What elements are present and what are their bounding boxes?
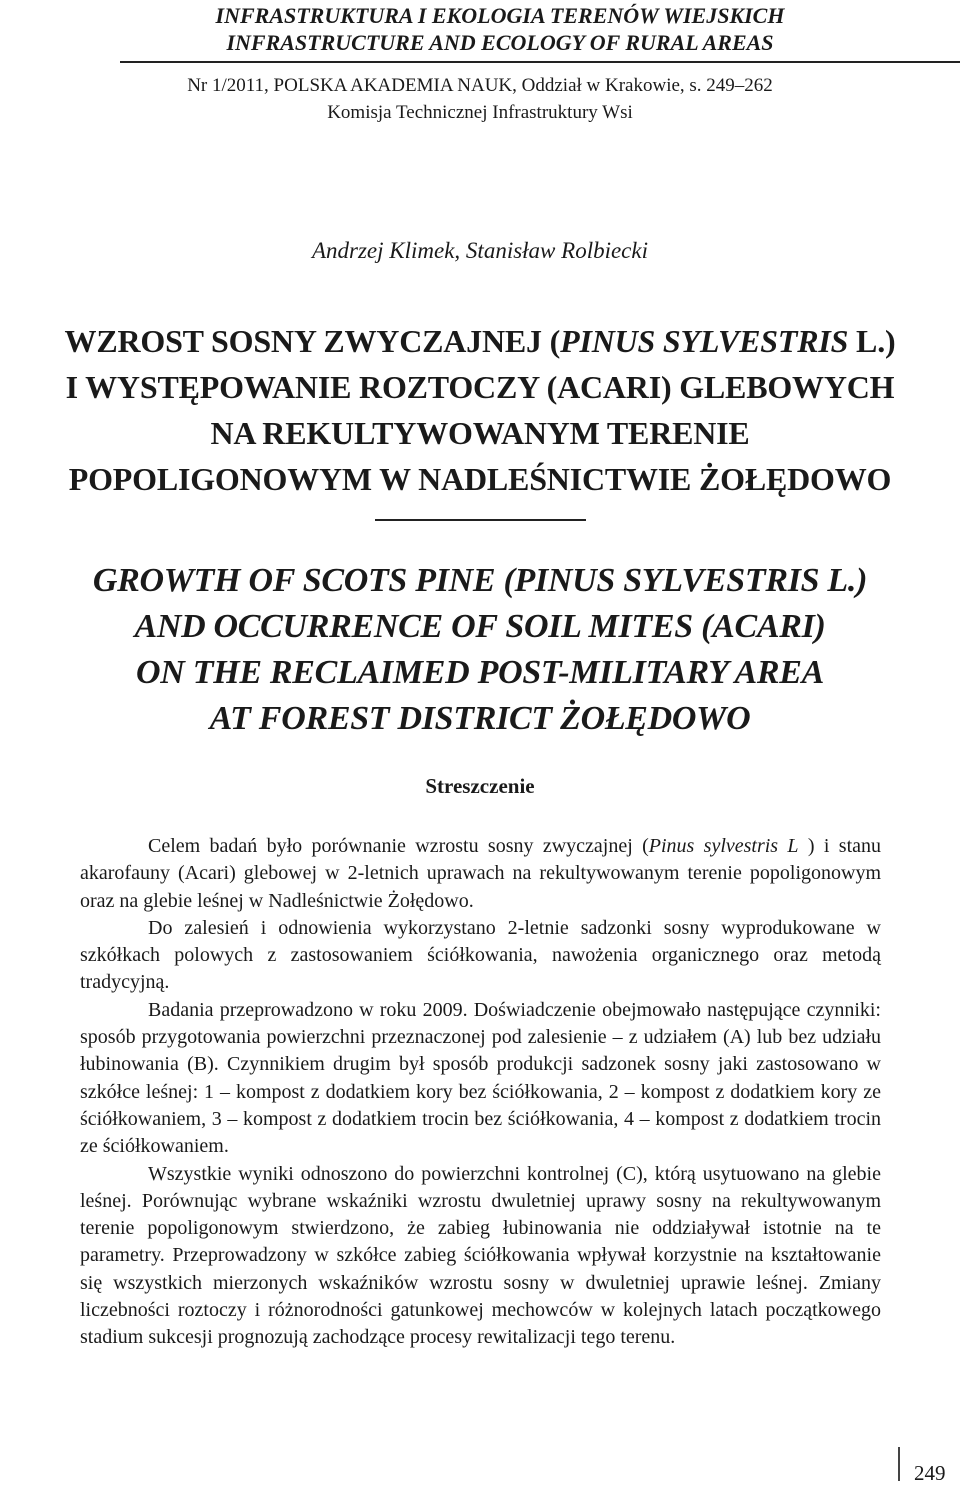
title-divider — [375, 519, 586, 521]
abstract-heading: Streszczenie — [425, 774, 535, 798]
journal-header — [180, 2, 820, 56]
abstract-body — [80, 833, 881, 1352]
page-number: 249 — [914, 1461, 946, 1485]
abstract-paragraph: Badania przeprowadzono w roku 2009. Doświadczenie obejmowało następujące czynniki: sposób przygotowania powierzchni przeznaczonej pod zalesienie – z udziałem (A) lub bez udziału łubinowania (B). Czynnikiem drugim był sposób produkcji sadzonek sosny jaki zastosowano w szkółce leśnej: 1 – kompost z dodatkiem kory bez ściółkowania, 2 – kompost z dodatkiem kory ze ściółkowaniem, 3 – kompost z dodatkiem trocin bez ściółkowania, 4 – kompost z dodatkiem trocin ze ściółkowaniem. — [80, 998, 881, 1158]
title-en-line-1: GROWTH OF SCOTS PINE (PINUS SYLVESTRIS L.) — [92, 562, 868, 599]
authors: Andrzej Klimek, Stanisław Rolbiecki — [311, 238, 648, 263]
header-divider — [120, 61, 960, 63]
page-number-rule — [898, 1447, 900, 1481]
publication-info — [100, 72, 860, 126]
title-pl-line-2: I WYSTĘPOWANIE ROZTOCZY (ACARI) GLEBOWYCH — [65, 369, 895, 405]
committee-line: Komisja Technicznej Infrastruktury Wsi — [327, 102, 633, 123]
title-en-line-2: AND OCCURRENCE OF SOIL MITES (ACARI) — [134, 608, 826, 645]
article-title-pl — [0, 318, 960, 502]
title-en-line-4: AT FOREST DISTRICT ŻOŁĘDOWO — [209, 700, 751, 737]
article-title-en — [0, 558, 960, 742]
title-pl-line-4: POPOLIGONOWYM W NADLEŚNICTWIE ŻOŁĘDOWO — [68, 461, 892, 497]
title-pl-line-1: WZROST SOSNY ZWYCZAJNEJ (PINUS SYLVESTRIS L.) — [64, 323, 896, 359]
issue-line: Nr 1/2011, POLSKA AKADEMIA NAUK, Oddział w Krakowie, s. 249–262 — [187, 75, 773, 96]
title-pl-line-3: NA REKULTYWOWANYM TERENIE — [210, 415, 750, 451]
journal-title-en: INFRASTRUCTURE AND ECOLOGY OF RURAL AREAS — [226, 30, 774, 55]
journal-title-pl: INFRASTRUKTURA I EKOLOGIA TERENÓW WIEJSKICH — [215, 3, 785, 28]
abstract-paragraph: Do zalesień i odnowienia wykorzystano 2-letnie sadzonki sosny wyprodukowane w szkółkach polowych z zastosowaniem ściółkowania, nawożenia organicznego oraz metodą tradycyjną. — [80, 916, 881, 994]
abstract-paragraph: Wszystkie wyniki odnoszono do powierzchni kontrolnej (C), którą usytuowano na glebie leśnej. Porównując wybrane wskaźniki wzrostu dwuletniej uprawy sosny na rekultywowanym terenie popoligonowym stwierdzono, że zabieg łubinowania nie oddziaływał istotnie na te parametry. Przeprowadzony w szkółce zabieg ściółkowania wpływał korzystnie na kształtowanie się wszystkich mierzonych wskaźników wzrostu sosny w dwuletniej uprawie leśnej. Zmiany liczebności roztoczy i różnorodności gatunkowej mechowców w kolejnych latach początkowego stadium sukcesji prognozują zachodzące procesy rewitalizacji tego terenu. — [80, 1162, 881, 1349]
abstract-paragraph: Celem badań było porównanie wzrostu sosny zwyczajnej (Pinus sylvestris L ) i stanu akarofauny (Acari) glebowej w 2-letnich uprawach na rekultywowanym terenie popoligonowym oraz na glebie leśnej w Nadleśnictwie Żołędowo. — [80, 835, 882, 912]
title-en-line-3: ON THE RECLAIMED POST-MILITARY AREA — [136, 654, 824, 691]
